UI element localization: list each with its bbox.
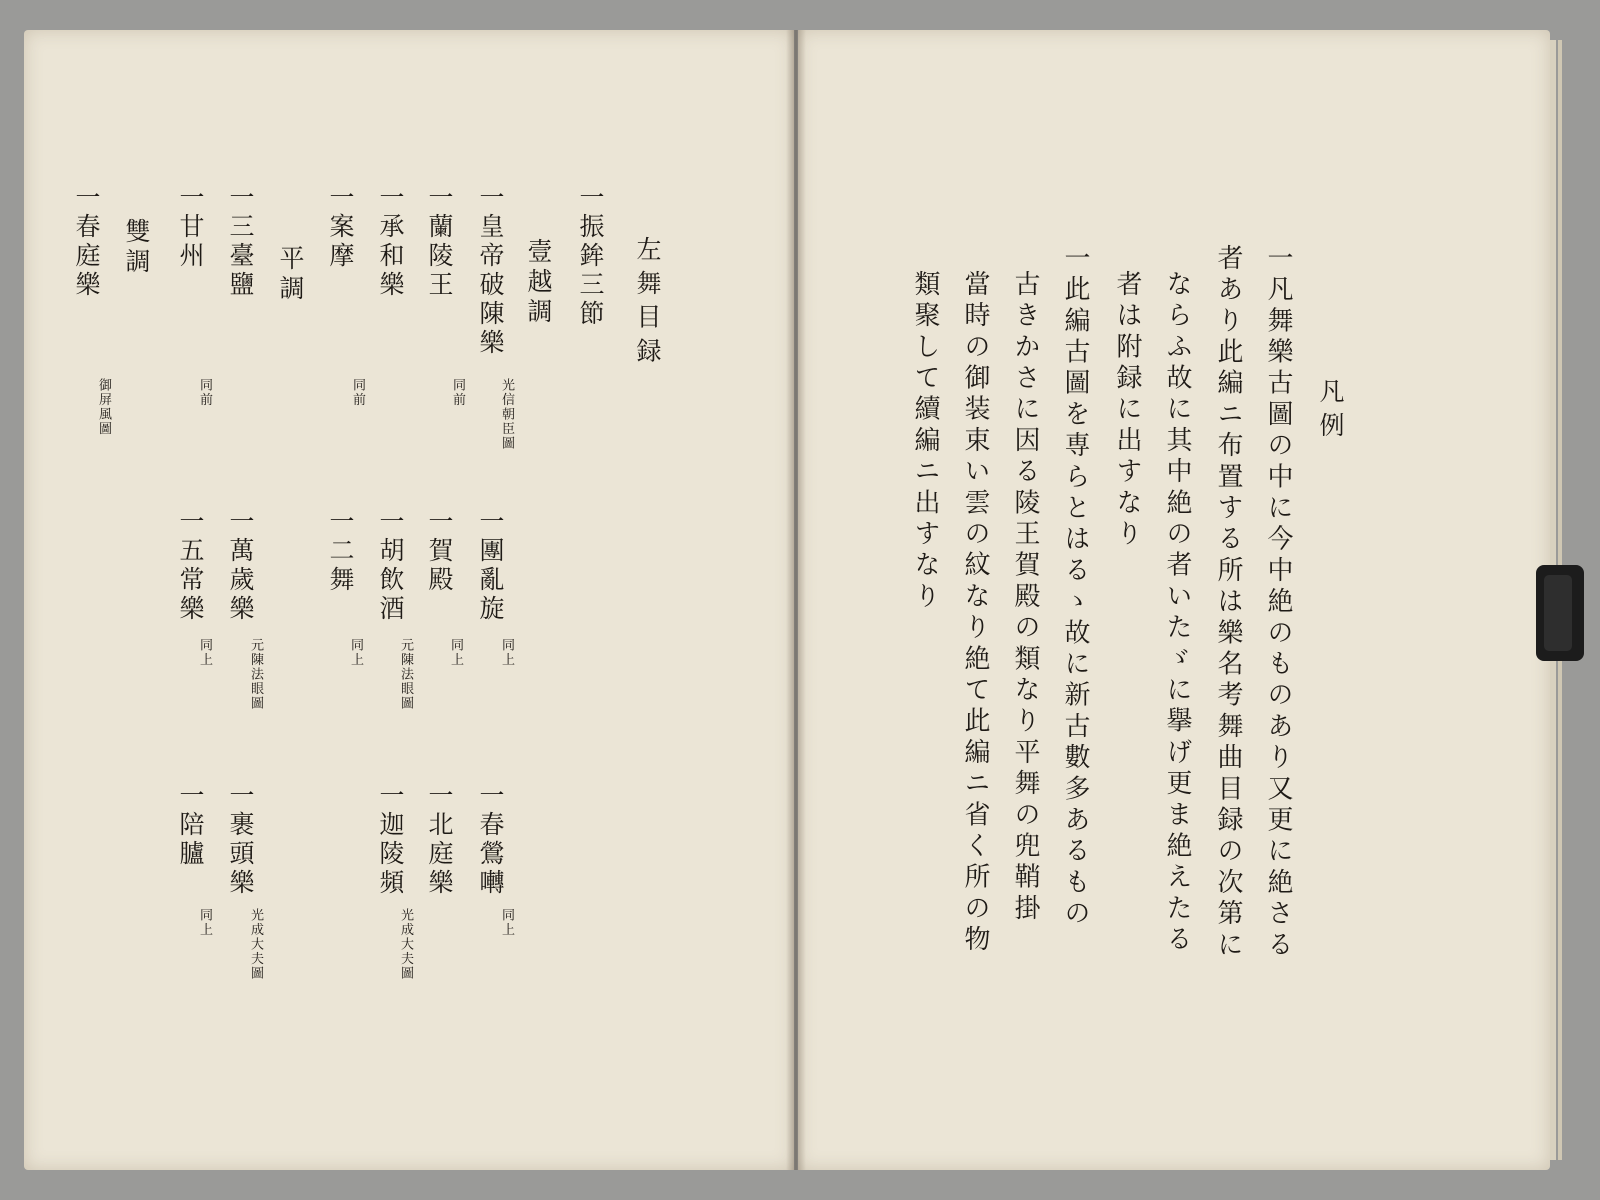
entry-note: 同前	[450, 378, 465, 408]
body-column: 一此編古圖を専らとはるゝ故に新古數多あるもの	[1060, 244, 1090, 931]
body-column: 者あり此編ニ布置する所は樂名考舞曲目録の次第に	[1213, 244, 1243, 962]
entry-name: 一春庭樂	[72, 184, 101, 300]
section-heading: 平調	[276, 245, 305, 305]
body-column: 當時の御装束い雲の紋なり絶て此編ニ省く所の物	[960, 270, 990, 957]
entry-name: 一蘭陵王	[425, 184, 454, 300]
entry-note: 同上	[348, 638, 363, 668]
entry-note: 同上	[499, 908, 514, 938]
entry-note: 光信朝臣圖	[499, 378, 514, 451]
entry-name: 一團亂旋	[476, 508, 505, 624]
entry-note: 元陳法眼圖	[248, 638, 263, 711]
section-heading: 壹越調	[524, 238, 553, 328]
entry-note: 同上	[448, 638, 463, 668]
section-title: 左舞目録	[633, 236, 662, 371]
entry-name: 一賀殿	[425, 508, 454, 595]
entry-name: 一北庭樂	[425, 782, 454, 898]
entry-name: 一萬歲樂	[226, 508, 255, 624]
entry-note: 御屏風圖	[96, 378, 111, 437]
entry-name: 一胡飲酒	[376, 508, 405, 624]
entry-name: 一二舞	[326, 508, 355, 595]
entry-name: 一皇帝破陳樂	[476, 184, 505, 358]
entry-note: 光成大夫圖	[248, 908, 263, 981]
body-column: 古きかさに因る陵王賀殿の類なり平舞の兜鞘掛	[1010, 270, 1040, 926]
body-column: 者は附録に出すなり	[1112, 270, 1142, 551]
body-column: 一凡舞樂古圖の中に今中絶のものあり又更に絶さる	[1263, 244, 1293, 962]
book-gutter	[786, 30, 806, 1170]
section-heading: 雙調	[122, 218, 151, 278]
entry-name: 一振鉾三節	[576, 184, 605, 329]
entry-name: 一裹頭樂	[226, 782, 255, 898]
body-column: ならふ故に其中絶の者いたゞに擧げ更ま絶えたる	[1162, 270, 1192, 957]
entry-note: 同前	[350, 378, 365, 408]
binder-clip	[1536, 565, 1584, 661]
entry-name: 一迦陵頻	[376, 782, 405, 898]
entry-name: 一春鶯囀	[476, 782, 505, 898]
entry-note: 元陳法眼圖	[398, 638, 413, 711]
entry-note: 同前	[197, 378, 212, 408]
body-column: 類聚して續編ニ出すなり	[910, 270, 940, 614]
entry-name: 一甘州	[176, 184, 205, 271]
entry-note: 光成大夫圖	[398, 908, 413, 981]
entry-name: 一三臺鹽	[226, 184, 255, 300]
entry-name: 一案摩	[326, 184, 355, 271]
entry-name: 一承和樂	[376, 184, 405, 300]
entry-note: 同上	[197, 638, 212, 668]
section-title: 凡例	[1316, 378, 1345, 446]
entry-note: 同上	[499, 638, 514, 668]
entry-note: 同上	[197, 908, 212, 938]
left-page	[24, 30, 794, 1170]
entry-name: 一五常樂	[176, 508, 205, 624]
entry-name: 一陪臚	[176, 782, 205, 869]
